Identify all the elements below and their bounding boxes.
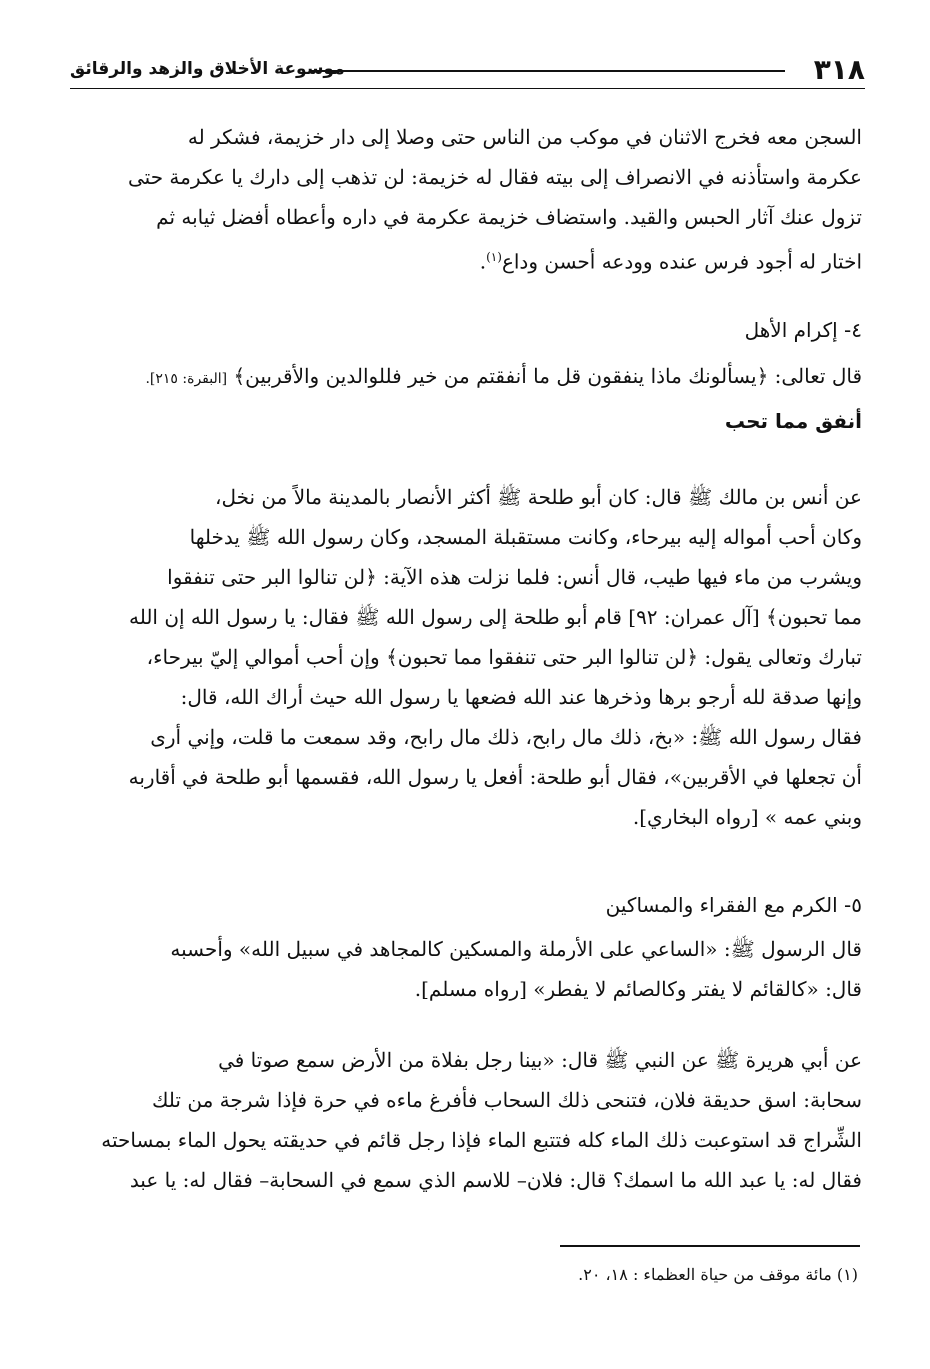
- section-heading: ٤- إكرام الأهل: [744, 318, 862, 342]
- page-header: [70, 50, 865, 90]
- section-4: [72, 310, 862, 441]
- text-line: الشِّراج قد استوعبت ذلك الماء كله فتتبع الماء فإذا رجل قائم في حديقته يحول الماء بمساحته: [101, 1128, 862, 1152]
- text-line: ويشرب من ماء فيها طيب، قال أنس: فلما نزلت هذه الآية: ﴿لن تنالوا البر حتى تنفقوا: [167, 565, 862, 589]
- text-line: مما تحبون﴾ [آل عمران: ٩٢] قام أبو طلحة إلى رسول الله ﷺ فقال: يا رسول الله إن الله: [128, 605, 862, 629]
- text-line: أن تجعلها في الأقربين»، فقال أبو طلحة: أفعل يا رسول الله، فقسمها أبو طلحة في أقاربه: [128, 765, 862, 789]
- text-line: [72, 237, 862, 282]
- text-line: وإنها صدقة لله أرجو برها وذخرها عند الله فضعها يا رسول الله حيث أراك الله، قال:: [180, 685, 862, 709]
- text-line: السجن معه فخرج الاثنان في موكب من الناس حتى وصلا إلى دار خزيمة، فشكر له: [187, 125, 862, 149]
- hadith-anas: [72, 477, 862, 837]
- header-rule: [310, 70, 785, 72]
- text-line: فقال رسول الله ﷺ: «بخ، ذلك مال رابح، ذلك مال رابح، وقد سمعت ما قلت، وإني أرى: [150, 725, 862, 749]
- text-line: وبني عمه » [رواه البخاري].: [632, 805, 862, 829]
- subheading: أنفق مما تحب: [724, 409, 862, 433]
- period: .: [479, 249, 487, 274]
- verse-reference: [البقرة: ٢١٥].: [145, 371, 228, 387]
- text-line: عن أنس بن مالك ﷺ قال: كان أبو طلحة ﷺ أكثر الأنصار بالمدينة مالاً من نخل،: [214, 485, 862, 509]
- text-line: قال: «كالقائم لا يفتر وكالصائم لا يفطر» [رواه مسلم].: [414, 977, 862, 1001]
- hadith-abu-hurayra: [72, 1040, 862, 1200]
- continued-story: [72, 117, 862, 282]
- footnote-rule: [560, 1245, 860, 1247]
- verse-line: [72, 356, 862, 399]
- section-5: [72, 885, 862, 1009]
- text-line: وكان أحب أمواله إليه بيرحاء، وكانت مستقبلة المسجد، وكان رسول الله ﷺ يدخلها: [189, 525, 862, 549]
- text-line: فقال له: يا عبد الله ما اسمك؟ قال: فلان– للاسم الذي سمع في السحابة– فقال له: يا عبد: [129, 1168, 862, 1192]
- text-line: عكرمة واستأذنه في الانصراف إلى بيته فقال له خزيمة: لن تذهب إلى دارك يا عكرمة حتى: [128, 165, 862, 189]
- verse-text: قال تعالى: ﴿يسألونك ماذا ينفقون قل ما أنفقتم من خير فللوالدين والأقربين﴾: [233, 364, 862, 388]
- footnote: (١) مائة موقف من حياة العظماء : ١٨، ٢٠.: [578, 1265, 858, 1284]
- text-line: سحابة: اسق حديقة فلان، فتنحى ذلك السحاب فأفرغ ماءه في حرة فإذا شرجة من تلك: [151, 1088, 862, 1112]
- text-line: تزول عنك آثار الحبس والقيد. واستضاف خزيمة عكرمة في داره وأعطاه أفضل ثيابه ثم: [156, 205, 862, 229]
- book-title: موسوعة الأخلاق والزهد والرقائق: [70, 59, 345, 79]
- footnote-ref: (١): [486, 250, 502, 264]
- text-line: عن أبي هريرة ﷺ عن النبي ﷺ قال: «بينا رجل بفلاة من الأرض سمع صوتا في: [218, 1048, 862, 1072]
- text-line: تبارك وتعالى يقول: ﴿لن تنالوا البر حتى تنفقوا مما تحبون﴾ وإن أحب أموالي إليّ بيرحاء،: [146, 645, 862, 669]
- header-underline: [70, 88, 865, 89]
- text-line-content: اختار له أجود فرس عنده وودعه أحسن وداع: [501, 249, 862, 274]
- page-number: ٣١٨: [813, 53, 865, 86]
- text-line: قال الرسول ﷺ: «الساعي على الأرملة والمسكين كالمجاهد في سبيل الله» وأحسبه: [170, 937, 862, 961]
- section-heading: ٥- الكرم مع الفقراء والمساكين: [605, 893, 862, 917]
